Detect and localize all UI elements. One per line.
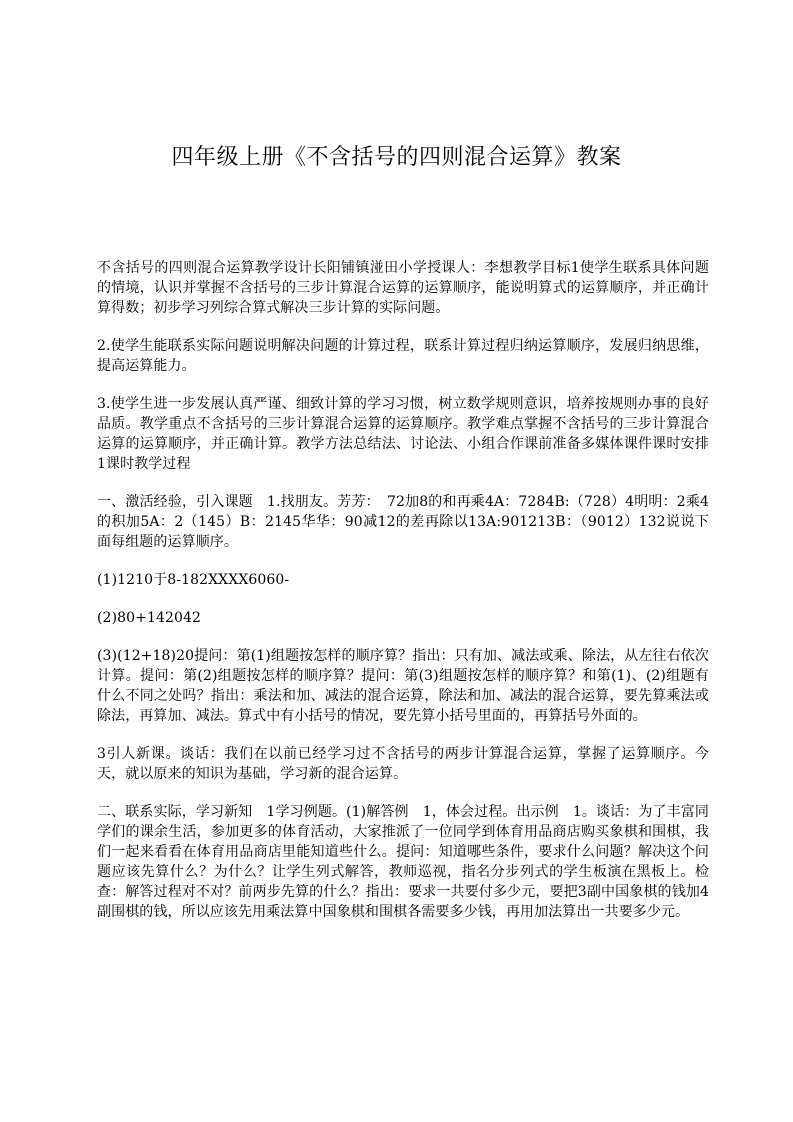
paragraph-exercise-2: (2)80+142042	[97, 610, 202, 626]
paragraph-section-2: 二、联系实际，学习新知 1学习例题。(1)解答例 1，体会过程。出示例 1。谈话：为了丰富同学们的课余生活，参加更多的体育活动，大家推派了一位同学到体育用品商店购买象棋和围棋，我们一起来看看在体育用品商店里能知道些什么。提问：知道哪些条件，要求什么问题？解决这个问题应该先算什么？为什么？让学生列式解答，教师巡视，指名分步列式的学生板演在黑板上。检查：解答过程对不对？前两步先算的什么？指出：要求一共要付多少元，要把3副中国象棋的钱加4副围棋的钱，所以应该先用乘法算中国象棋和围棋各需要多少钱，再用加法算出一共要多少元。	[97, 804, 709, 920]
paragraph-objectives: 不含括号的四则混合运算教学设计长阳铺镇湴田小学授课人：李想教学目标1使学生联系具体问题的情境，认识并掌握不含括号的三步计算混合运算的运算顺序，能说明算式的运算顺序，并正确计算得数；初步学习列综合算式解决三步计算的实际问题。	[97, 260, 709, 316]
paragraph-exercise-3: (3)(12+18)20提问：第(1)组题按怎样的顺序算？指出：只有加、减法或乘、除法，从左往右依次计算。提问：第(2)组题按怎样的顺序算？提问：第(3)组题按怎样的顺序算？和第(1)、(2)组题有什么不同之处吗？指出：乘法和加、减法的混合运算，除法和加、减法的混合运算，要先算乘法或除法，再算加、减法。算式中有小括号的情况，要先算小括号里面的，再算括号外面的。	[97, 648, 709, 724]
document-body	[97, 258, 709, 934]
paragraph-introduce-lesson: 3引人新课。谈话：我们在以前已经学习过不含括号的两步计算混合运算，掌握了运算顺序。今天，就以原来的知识为基础，学习新的混合运算。	[97, 746, 709, 782]
paragraph-goal-3: 3.使学生进一步发展认真严谨、细致计算的学习习惯，树立数学规则意识，培养按规则办事的良好品质。教学重点不含括号的三步计算混合运算的运算顺序。教学难点掌握不含括号的三步计算混合运算的运算顺序，并正确计算。教学方法总结法、讨论法、小组合作课前准备多媒体课件课时安排1课时教学过程	[97, 396, 709, 472]
paragraph-section-1: 一、激活经验，引入课题 1.找朋友。芳芳： 72加8的和再乘4A：7284B:（728）4明明：2乘4的积加5A：2（145）B：2145华华：90减12的差再除以13A:901213B：（9012）132说说下面每组题的运算顺序。	[97, 494, 709, 550]
paragraph-exercise-1: (1)1210于8-182XXXX6060-	[97, 572, 290, 588]
paragraph-goal-2: 2.使学生能联系实际问题说明解决问题的计算过程，联系计算过程归纳运算顺序，发展归纳思维，提高运算能力。	[97, 338, 709, 374]
page-title: 四年级上册《不含括号的四则混合运算》教案	[171, 145, 622, 170]
